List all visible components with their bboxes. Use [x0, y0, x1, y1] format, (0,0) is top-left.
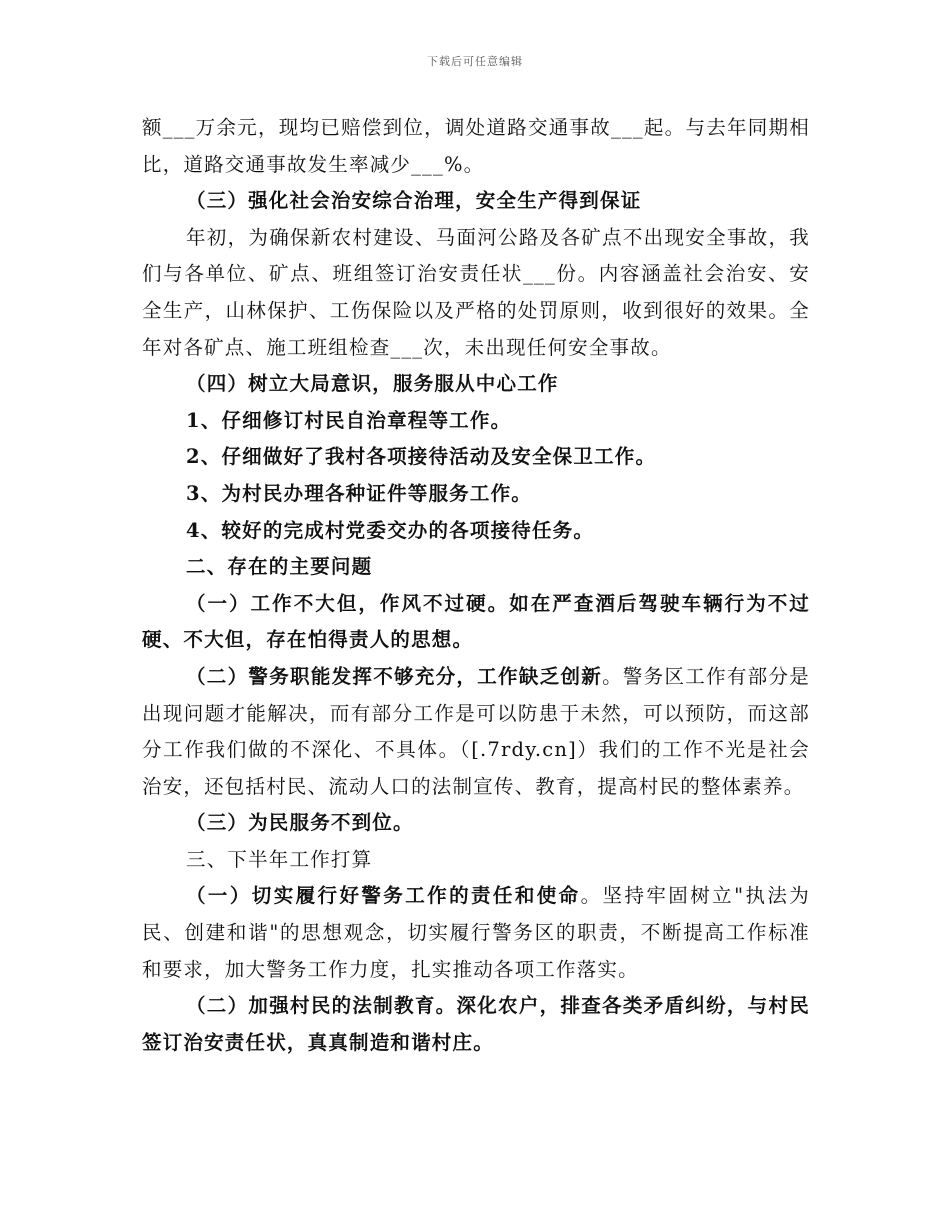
plan-2: （二）加强村民的法制教育。深化农户，排查各类矛盾纠纷，与村民签订治安责任状，真真制造和谐村庄。	[142, 994, 810, 1054]
heading-problems: 二、存在的主要问题	[186, 555, 373, 579]
problem-3: （三）为民服务不到位。	[186, 811, 414, 835]
paragraph-safety: 年初，为确保新农村建设、马面河公路及各矿点不出现安全事故，我们与各单位、矿点、班组签订治安责任状___份。内容涵盖社会治安、安全生产，山林保护、工伤保险以及严格的处罚原则，收到很好的效果。全年对各矿点、施工班组检查___次，未出现任何安全事故。	[142, 225, 810, 359]
heading-plans: 三、下半年工作打算	[186, 847, 373, 871]
paragraph-compensation: 额___万余元，现均已赔偿到位，调处道路交通事故___起。与去年同期相比，道路交通事故发生率减少___%。	[142, 116, 810, 176]
page-header: 下载后可任意编辑	[427, 55, 523, 68]
plan-1	[142, 878, 810, 988]
list-item-3: 3、为村民办理各种证件等服务工作。	[186, 481, 532, 505]
problem-2	[142, 659, 810, 805]
problem-2-lead: （二）警务职能发挥不够充分，工作缺乏创新	[186, 664, 603, 688]
problem-2-text: 。警务区工作有部分是出现问题才能解决，而有部分工作是可以防患于未然，可以预防，而这部分工作我们做的不深化、不具体。（[.7rdy.cn]）我们的工作不光是社会治安，还包括村民、流动人口的法制宣传、教育，提高村民的整体素养。	[142, 664, 810, 798]
list-item-1: 1、仔细修订村民自治章程等工作。	[186, 408, 512, 432]
list-item-2: 2、仔细做好了我村各项接待活动及安全保卫工作。	[186, 445, 657, 469]
problem-1: （一）工作不大但，作风不过硬。如在严查酒后驾驶车辆行为不过硬、不大但，存在怕得责人的思想。	[142, 591, 810, 652]
plan-1-text: 。坚持牢固树立"执法为民、创建和谐"的思想观念，切实履行警务区的职责，不断提高工作标准和要求，加大警务工作力度，扎实推动各项工作落实。	[142, 884, 810, 981]
plan-1-lead: （一）切实履行好警务工作的责任和使命	[186, 884, 581, 908]
heading-section-3: （三）强化社会治安综合治理，安全生产得到保证	[186, 189, 642, 213]
list-item-4: 4、较好的完成村党委交办的各项接待任务。	[186, 518, 595, 542]
heading-section-4: （四）树立大局意识，服务服从中心工作	[186, 372, 559, 396]
document-body	[142, 110, 810, 1061]
